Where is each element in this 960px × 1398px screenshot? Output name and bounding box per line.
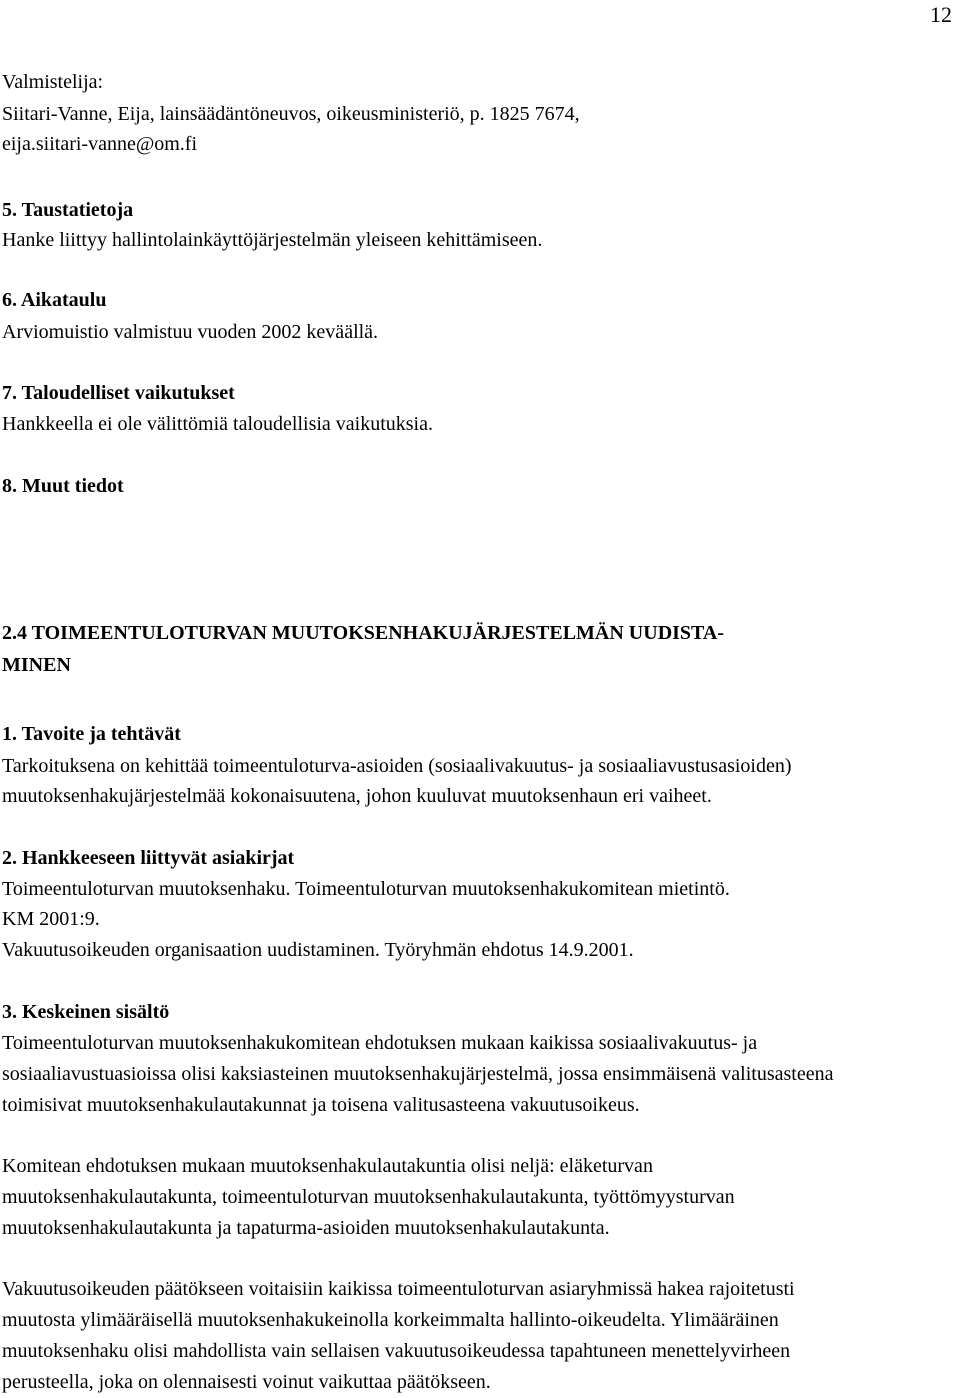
section-text: Hankkeella ei ole välittömiä taloudellisia vaikutuksia.: [2, 413, 433, 435]
paragraph-line: muutoksenhakujärjestelmää kokonaisuutena, johon kuuluvat muutoksenhaun eri vaiheet.: [2, 785, 712, 807]
main-title-line: MINEN: [2, 654, 71, 676]
paragraph-line: Toimeentuloturvan muutoksenhaku. Toimeentuloturvan muutoksenhakukomitean mietintö.: [2, 878, 730, 900]
paragraph-line: Tarkoituksena on kehittää toimeentuloturva-asioiden (sosiaalivakuutus- ja sosiaaliavustusasioiden): [2, 755, 792, 777]
section-heading: 8. Muut tiedot: [2, 475, 124, 497]
section-heading: 6. Aikataulu: [2, 289, 107, 311]
preparer-line: Siitari-Vanne, Eija, lainsäädäntöneuvos, oikeusministeriö, p. 1825 7674,: [2, 103, 580, 125]
section-heading: 2. Hankkeeseen liittyvät asiakirjat: [2, 847, 295, 869]
paragraph-line: muutoksenhakulautakunta, toimeentuloturvan muutoksenhakulautakunta, työttömyysturvan: [2, 1186, 735, 1208]
preparer-email: eija.siitari-vanne@om.fi: [2, 133, 198, 155]
section-text: Arviomuistio valmistuu vuoden 2002 keväällä.: [2, 321, 379, 343]
section-heading: 1. Tavoite ja tehtävät: [2, 723, 181, 745]
paragraph-line: toimisivat muutoksenhakulautakunnat ja toisena valitusasteena vakuutusoikeus.: [2, 1094, 640, 1116]
paragraph-line: KM 2001:9.: [2, 908, 100, 930]
paragraph-line: Komitean ehdotuksen mukaan muutoksenhakulautakuntia olisi neljä: eläketurvan: [2, 1155, 653, 1177]
section-text: Hanke liittyy hallintolainkäyttöjärjestelmän yleiseen kehittämiseen.: [2, 229, 543, 251]
paragraph-line: muutoksenhaku olisi mahdollista vain sellaisen vakuutusoikeudessa tapahtuneen menettelyvirheen: [2, 1340, 791, 1362]
paragraph-line: Toimeentuloturvan muutoksenhakukomitean ehdotuksen mukaan kaikissa sosiaalivakuutus- ja: [2, 1032, 758, 1054]
paragraph-line: muutoksenhakulautakunta ja tapaturma-asioiden muutoksenhakulautakunta.: [2, 1217, 610, 1239]
main-title-line: 2.4 TOIMEENTULOTURVAN MUUTOKSENHAKUJÄRJESTELMÄN UUDISTA-: [2, 622, 725, 644]
section-heading: 5. Taustatietoja: [2, 199, 134, 221]
section-heading: 3. Keskeinen sisältö: [2, 1001, 170, 1023]
paragraph-line: muutosta ylimääräisellä muutoksenhakukeinolla korkeimmalta hallinto-oikeudelta. Ylimääräinen: [2, 1309, 779, 1331]
paragraph-line: perusteella, joka on olennaisesti voinut vaikuttaa päätökseen.: [2, 1371, 491, 1393]
paragraph-line: sosiaaliavustuasioissa olisi kaksiasteinen muutoksenhakujärjestelmä, jossa ensimmäisenä valitusasteena: [2, 1063, 834, 1085]
paragraph-line: Vakuutusoikeuden organisaation uudistaminen. Työryhmän ehdotus 14.9.2001.: [2, 939, 634, 961]
section-heading: 7. Taloudelliset vaikutukset: [2, 382, 235, 404]
preparer-label: Valmistelija:: [2, 71, 104, 93]
paragraph-line: Vakuutusoikeuden päätökseen voitaisiin kaikissa toimeentuloturvan asiaryhmissä hakea rajoitetusti: [2, 1278, 795, 1300]
page-number: 12: [930, 2, 952, 27]
